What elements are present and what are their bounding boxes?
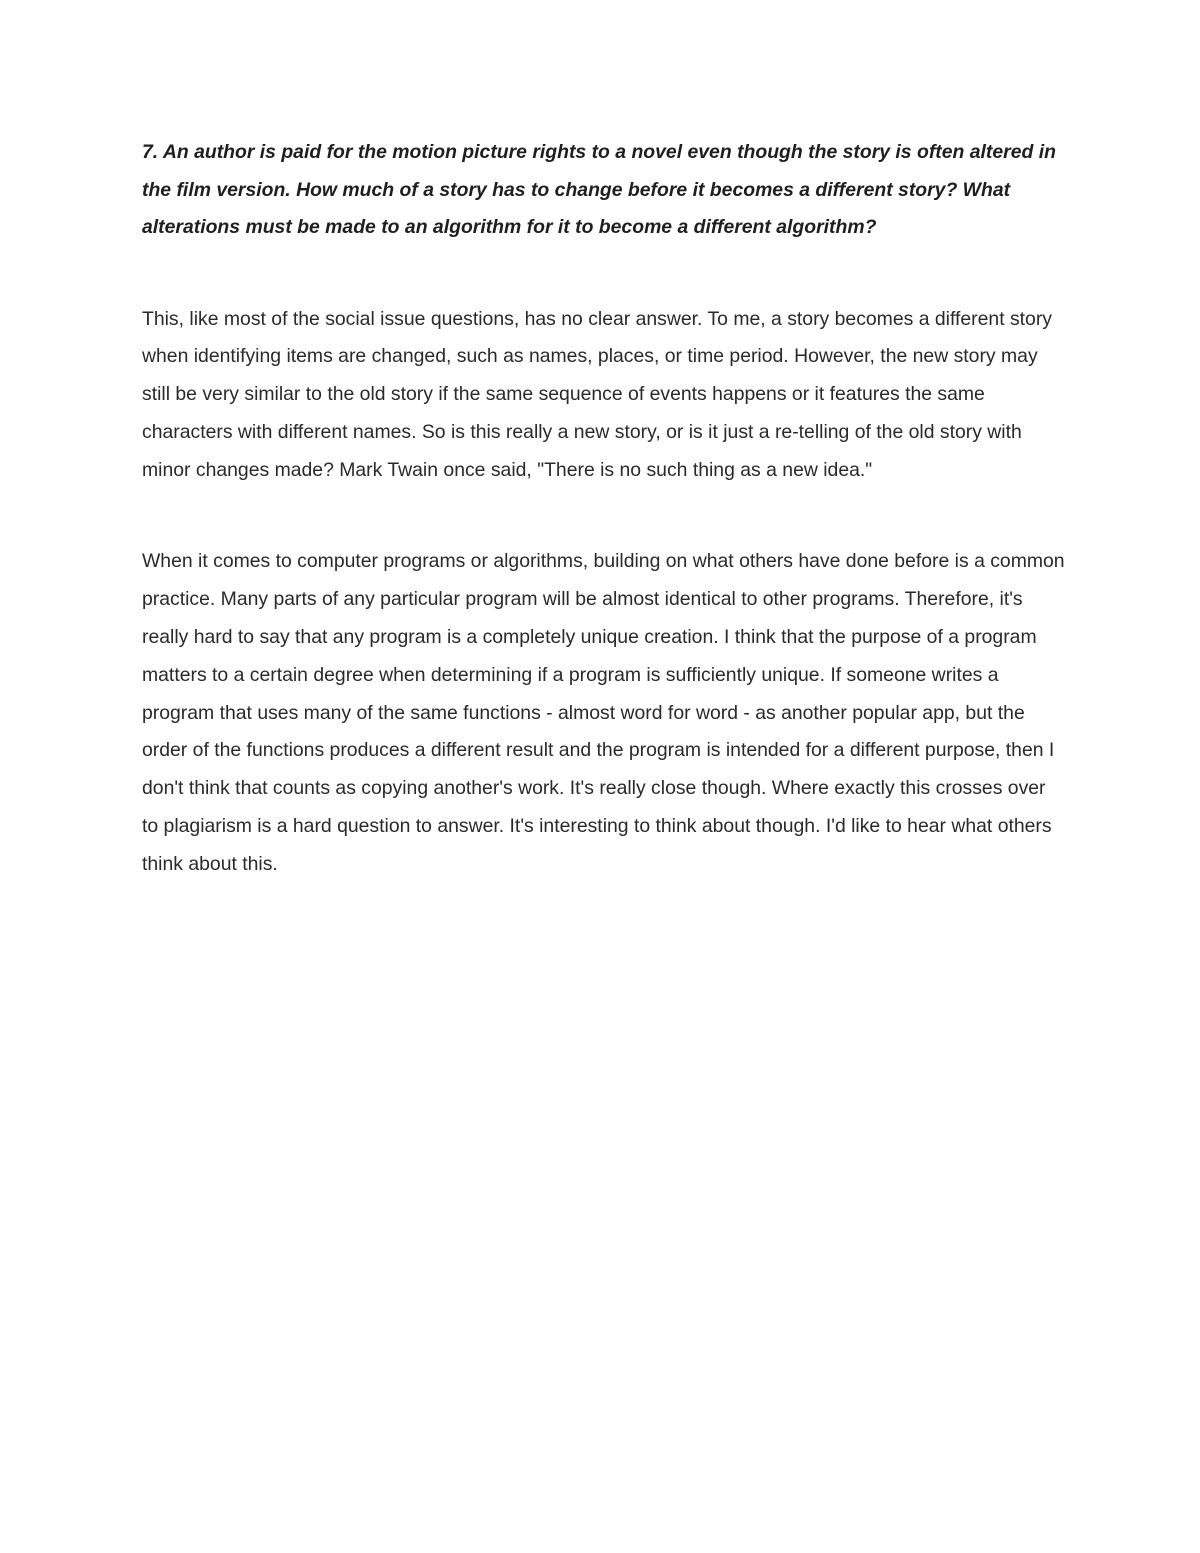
answer-paragraph-2: When it comes to computer programs or algorithms, building on what others have done before is a common practice. Many parts of any particular program will be almost identical to other programs. Therefore, it's really hard to say that any program is a completely unique creation. I think that the purpose of a program matters to a certain degree when determining if a program is sufficiently unique. If someone writes a program that uses many of the same functions - almost word for word - as another popular app, but the order of the functions produces a different result and the program is intended for a different purpose, then I don't think that counts as copying another's work. It's really close though. Where exactly this crosses over to plagiarism is a hard question to answer. It's interesting to think about though. I'd like to hear what others think about this. xyxy=(142,550,1065,875)
answer-paragraph-1: This, like most of the social issue questions, has no clear answer. To me, a story becomes a different story when identifying items are changed, such as names, places, or time period. However, the new story may still be very similar to the old story if the same sequence of events happens or it features the same characters with different names. So is this really a new story, or is it just a re-telling of the old story with minor changes made? Mark Twain once said, "There is no such thing as a new idea." xyxy=(142,307,1052,481)
question-heading: 7. An author is paid for the motion picture rights to a novel even though the story is often altered in the film version. How much of a story has to change before it becomes a different story? What alterations must be made to an algorithm for it to become a different algorithm? xyxy=(142,141,1056,238)
document-body xyxy=(142,134,1067,884)
